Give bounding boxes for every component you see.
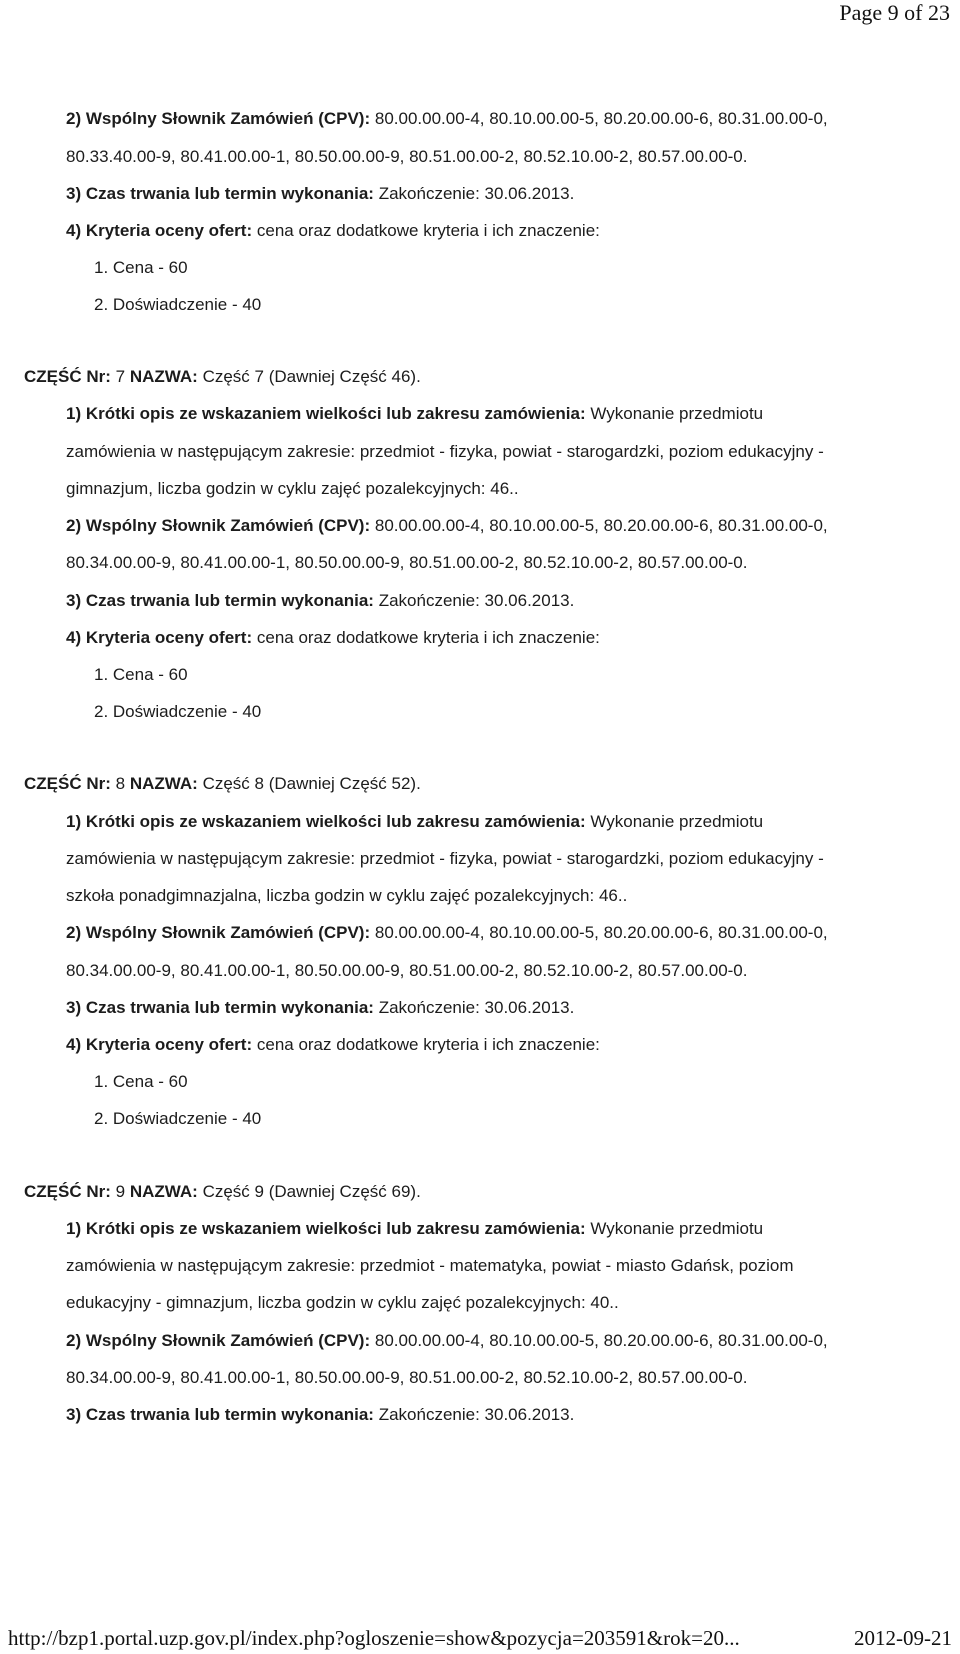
print-date: 2012-09-21 bbox=[854, 1626, 952, 1650]
criteria-line bbox=[66, 220, 600, 242]
description-line-2: zamówienia w następującym zakresie: przedmiot - fizyka, powiat - starogardzki, poziom edukacyjny - bbox=[66, 849, 824, 868]
criteria-label: 4) Kryteria oceny ofert: bbox=[66, 1035, 253, 1054]
criterion-experience: 2. Doświadczenie - 40 bbox=[94, 295, 262, 314]
term-value: Zakończenie: 30.06.2013. bbox=[378, 591, 575, 610]
part-label: CZĘŚĆ Nr: bbox=[24, 367, 111, 386]
name-label: NAZWA: bbox=[129, 774, 198, 793]
criteria-value: cena oraz dodatkowe kryteria i ich znaczenie: bbox=[256, 1035, 600, 1054]
part-name: Część 8 (Dawniej Część 52). bbox=[202, 774, 421, 793]
criterion-experience: 2. Doświadczenie - 40 bbox=[94, 1109, 262, 1128]
cpv-label: 2) Wspólny Słownik Zamówień (CPV): bbox=[66, 109, 371, 128]
description-line-2: zamówienia w następującym zakresie: przedmiot - fizyka, powiat - starogardzki, poziom edukacyjny - bbox=[66, 442, 824, 461]
criteria-value: cena oraz dodatkowe kryteria i ich znaczenie: bbox=[256, 221, 600, 240]
criteria-value: cena oraz dodatkowe kryteria i ich znaczenie: bbox=[256, 628, 600, 647]
cpv-codes: 80.00.00.00-4, 80.10.00.00-5, 80.20.00.00-6, 80.31.00.00-0, bbox=[374, 516, 828, 535]
part-label: CZĘŚĆ Nr: bbox=[24, 1182, 111, 1201]
name-label: NAZWA: bbox=[129, 1182, 198, 1201]
cpv-line-continued: 80.34.00.00-9, 80.41.00.00-1, 80.50.00.00-9, 80.51.00.00-2, 80.52.10.00-2, 80.57.00.00-0. bbox=[66, 553, 748, 572]
part-heading bbox=[24, 1181, 421, 1203]
part-heading bbox=[24, 366, 421, 388]
criteria-line bbox=[66, 1034, 600, 1056]
cpv-label: 2) Wspólny Słownik Zamówień (CPV): bbox=[66, 1331, 371, 1350]
cpv-line bbox=[66, 515, 828, 537]
part-heading bbox=[24, 773, 421, 795]
description-label: 1) Krótki opis ze wskazaniem wielkości lub zakresu zamówienia: bbox=[66, 404, 586, 423]
criteria-label: 4) Kryteria oceny ofert: bbox=[66, 221, 253, 240]
description-start: Wykonanie przedmiotu bbox=[590, 1219, 764, 1238]
term-label: 3) Czas trwania lub termin wykonania: bbox=[66, 184, 374, 203]
description-start: Wykonanie przedmiotu bbox=[590, 404, 764, 423]
term-line bbox=[66, 997, 574, 1019]
term-line bbox=[66, 590, 574, 612]
criterion-price: 1. Cena - 60 bbox=[94, 665, 188, 684]
cpv-line-continued: 80.34.00.00-9, 80.41.00.00-1, 80.50.00.00-9, 80.51.00.00-2, 80.52.10.00-2, 80.57.00.00-0. bbox=[66, 961, 748, 980]
part-name: Część 7 (Dawniej Część 46). bbox=[202, 367, 421, 386]
source-url: http://bzp1.portal.uzp.gov.pl/index.php?ogloszenie=show&pozycja=203591&rok=20... bbox=[8, 1626, 740, 1650]
term-label: 3) Czas trwania lub termin wykonania: bbox=[66, 1405, 374, 1424]
cpv-codes: 80.00.00.00-4, 80.10.00.00-5, 80.20.00.00-6, 80.31.00.00-0, bbox=[374, 109, 828, 128]
cpv-line bbox=[66, 1330, 828, 1352]
part-number: 7 bbox=[115, 367, 126, 386]
cpv-line-continued: 80.33.40.00-9, 80.41.00.00-1, 80.50.00.00-9, 80.51.00.00-2, 80.52.10.00-2, 80.57.00.00-0. bbox=[66, 147, 748, 166]
description-start: Wykonanie przedmiotu bbox=[590, 812, 764, 831]
part-number: 9 bbox=[115, 1182, 126, 1201]
description-line bbox=[66, 403, 763, 425]
part-number: 8 bbox=[115, 774, 126, 793]
term-value: Zakończenie: 30.06.2013. bbox=[378, 1405, 575, 1424]
cpv-line bbox=[66, 922, 828, 944]
description-line-2: zamówienia w następującym zakresie: przedmiot - matematyka, powiat - miasto Gdańsk, poziom bbox=[66, 1256, 794, 1275]
criterion-experience: 2. Doświadczenie - 40 bbox=[94, 702, 262, 721]
cpv-label: 2) Wspólny Słownik Zamówień (CPV): bbox=[66, 923, 371, 942]
part-name: Część 9 (Dawniej Część 69). bbox=[202, 1182, 421, 1201]
name-label: NAZWA: bbox=[129, 367, 198, 386]
description-line-3: gimnazjum, liczba godzin w cyklu zajęć pozalekcyjnych: 46.. bbox=[66, 479, 519, 498]
criteria-line bbox=[66, 627, 600, 649]
term-label: 3) Czas trwania lub termin wykonania: bbox=[66, 998, 374, 1017]
criterion-price: 1. Cena - 60 bbox=[94, 1072, 188, 1091]
term-value: Zakończenie: 30.06.2013. bbox=[378, 998, 575, 1017]
page-footer bbox=[8, 1626, 952, 1651]
description-label: 1) Krótki opis ze wskazaniem wielkości lub zakresu zamówienia: bbox=[66, 1219, 586, 1238]
criteria-label: 4) Kryteria oceny ofert: bbox=[66, 628, 253, 647]
term-label: 3) Czas trwania lub termin wykonania: bbox=[66, 591, 374, 610]
part-label: CZĘŚĆ Nr: bbox=[24, 774, 111, 793]
description-line bbox=[66, 1218, 763, 1240]
cpv-line bbox=[66, 108, 828, 130]
cpv-label: 2) Wspólny Słownik Zamówień (CPV): bbox=[66, 516, 371, 535]
criterion-price: 1. Cena - 60 bbox=[94, 258, 188, 277]
description-label: 1) Krótki opis ze wskazaniem wielkości lub zakresu zamówienia: bbox=[66, 812, 586, 831]
term-line bbox=[66, 1404, 574, 1426]
cpv-line-continued: 80.34.00.00-9, 80.41.00.00-1, 80.50.00.00-9, 80.51.00.00-2, 80.52.10.00-2, 80.57.00.00-0. bbox=[66, 1368, 748, 1387]
cpv-codes: 80.00.00.00-4, 80.10.00.00-5, 80.20.00.00-6, 80.31.00.00-0, bbox=[374, 923, 828, 942]
term-value: Zakończenie: 30.06.2013. bbox=[378, 184, 575, 203]
description-line bbox=[66, 811, 763, 833]
description-line-3: edukacyjny - gimnazjum, liczba godzin w cyklu zajęć pozalekcyjnych: 40.. bbox=[66, 1293, 619, 1312]
term-line bbox=[66, 183, 574, 205]
page-number: Page 9 of 23 bbox=[839, 0, 950, 25]
cpv-codes: 80.00.00.00-4, 80.10.00.00-5, 80.20.00.00-6, 80.31.00.00-0, bbox=[374, 1331, 828, 1350]
description-line-3: szkoła ponadgimnazjalna, liczba godzin w cyklu zajęć pozalekcyjnych: 46.. bbox=[66, 886, 628, 905]
